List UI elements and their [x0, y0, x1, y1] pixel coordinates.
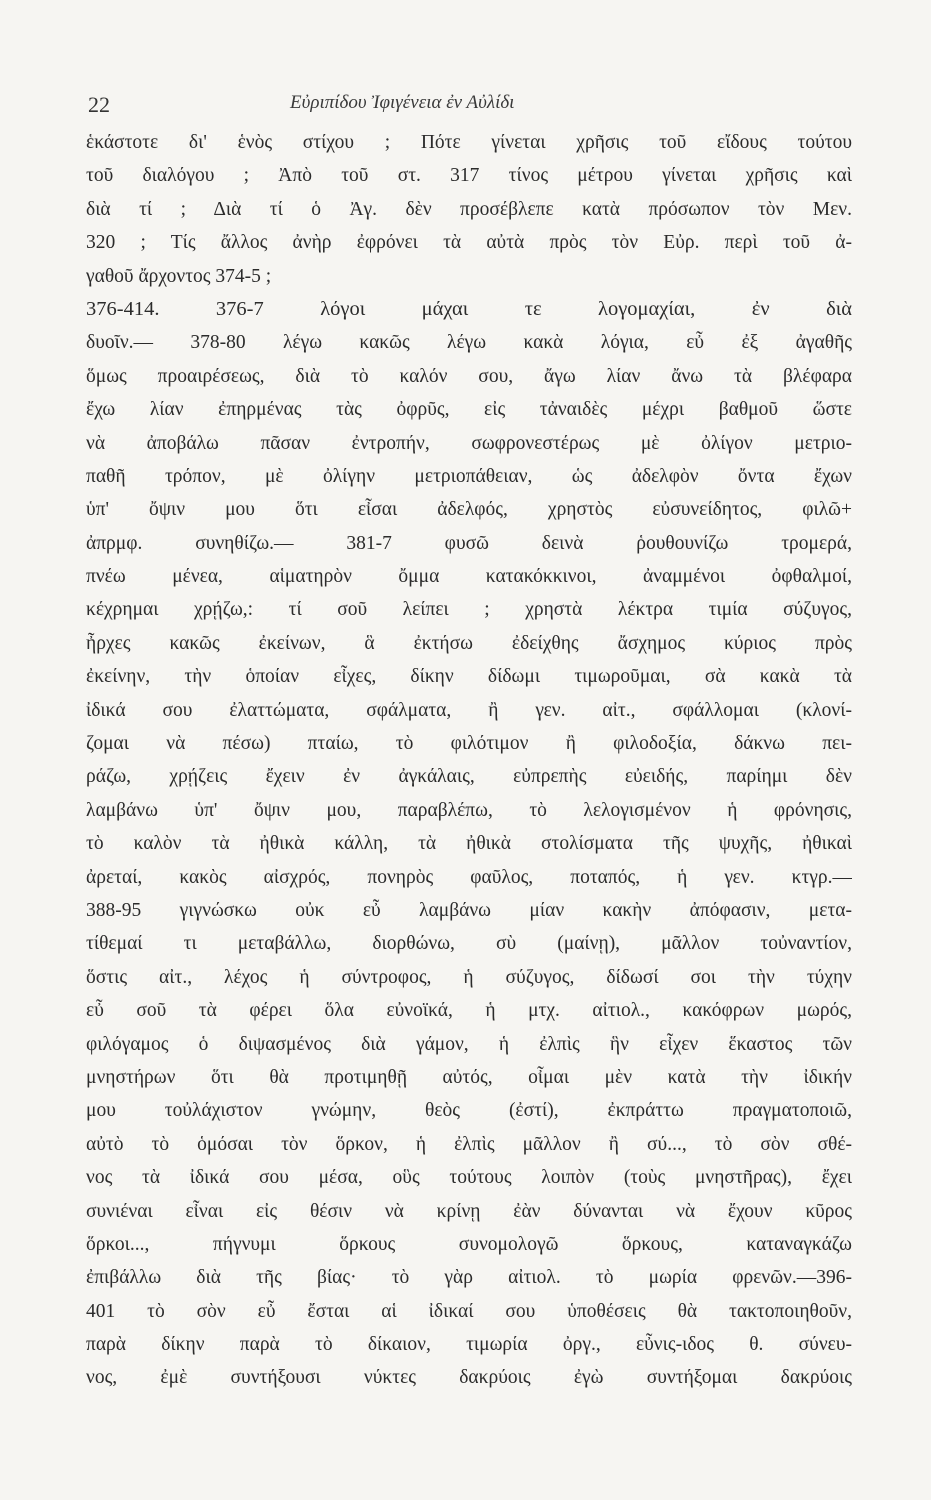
text-line: παθῆ τρόπον, μὲ ὀλίγην μετριοπάθειαν, ὡς ἀδελφὸν ὄντα ἔχων: [86, 465, 852, 487]
page-number: 22: [88, 92, 110, 117]
text-line: ἰδικά σου ἐλαττώματα, σφάλματα, ἢ γεν. αἰτ., σφάλλομαι (κλονί-: [86, 699, 852, 721]
text-line: φιλόγαμος ὁ διψασμένος διὰ γάμον, ἡ ἐλπὶς ἣν εἶχεν ἕκαστος τῶν: [86, 1033, 852, 1055]
text-line: ὅστις αἰτ., λέχος ἡ σύντροφος, ἡ σύζυγος, δίδωσί σοι τὴν τύχην: [86, 966, 852, 988]
text-line: μου τοὐλάχιστον γνώμην, θεὸς (ἐστί), ἐκπράττω πραγματοποιῶ,: [86, 1100, 852, 1122]
text-line: αὐτὸ τὸ ὁμόσαι τὸν ὅρκον, ἡ ἐλπὶς μᾶλλον ἢ σύ..., τὸ σὸν σθέ-: [86, 1133, 852, 1155]
text-line: λαμβάνω ὑπ' ὄψιν μου, παραβλέπω, τὸ λελογισμένον ἡ φρόνησις,: [86, 799, 852, 821]
text-line: ζομαι νὰ πέσω) πταίω, τὸ φιλότιμον ἢ φιλοδοξία, δάκνω πει-: [86, 733, 852, 755]
text-line: ἐκείνην, τὴν ὁποίαν εἶχες, δίκην δίδωμι τιμωροῦμαι, σὰ κακὰ τὰ: [86, 666, 852, 688]
text-line: ἔχω λίαν ἐπηρμένας τὰς ὀφρῦς, εἰς τἀναιδὲς μέχρι βαθμοῦ ὥστε: [86, 399, 852, 421]
text-line: ράζω, χρῄζεις ἔχειν ἐν ἀγκάλαις, εὐπρεπὴς εὐειδής, παρίημι δὲν: [86, 766, 852, 788]
text-line: νος, ἐμὲ συντήξουσι νύκτες δακρύοις ἐγὼ συντήξομαι δακρύοις: [86, 1367, 852, 1389]
page-header: [88, 92, 848, 122]
text-line: παρὰ δίκην παρὰ τὸ δίκαιον, τιμωρία ὀργ., εὖνις-ιδος θ. σύνευ-: [86, 1334, 852, 1356]
text-line: εὖ σοῦ τὰ φέρει ὅλα εὐνοϊκά, ἡ μτχ. αἰτιολ., κακόφρων μωρός,: [86, 1000, 852, 1022]
text-line: ὅμως προαιρέσεως, διὰ τὸ καλόν σου, ἄγω λίαν ἄνω τὰ βλέφαρα: [86, 365, 852, 387]
text-line: τὸ καλὸν τὰ ἠθικὰ κάλλη, τὰ ἠθικὰ στολίσματα τῆς ψυχῆς, ἠθικαὶ: [86, 833, 852, 855]
text-line: κέχρημαι χρῄζω,: τί σοῦ λείπει ; χρηστὰ λέκτρα τιμία σύζυγος,: [86, 599, 852, 621]
text-line: ἑκάστοτε δι' ἑνὸς στίχου ; Πότε γίνεται χρῆσις τοῦ εἴδους τούτου: [86, 132, 852, 153]
text-line: τοῦ διαλόγου ; Ἀπὸ τοῦ στ. 317 τίνος μέτρου γίνεται χρῆσις καὶ: [86, 165, 852, 187]
text-line: μνηστήρων ὅτι θὰ προτιμηθῇ αὐτός, οἶμαι μὲν κατὰ τὴν ἰδικήν: [86, 1066, 852, 1088]
text-line: ἐπιβάλλω διὰ τῆς βίας· τὸ γὰρ αἰτιολ. τὸ μωρία φρενῶν.—396-: [86, 1267, 852, 1289]
text-line: 320 ; Τίς ἄλλος ἀνὴρ ἐφρόνει τὰ αὐτὰ πρὸς τὸν Εὐρ. περὶ τοῦ ἀ-: [86, 232, 852, 254]
section-heading-line: 376-414. 376-7 λόγοι μάχαι τε λογομαχίαι, ἐν διὰ: [86, 297, 852, 320]
text-line: γαθοῦ ἄρχοντος 374-5 ;: [86, 265, 272, 287]
text-line: ὅρκοι..., πήγνυμι ὅρκους συνομολογῶ ὅρκους, καταναγκάζω: [86, 1233, 852, 1255]
text-line: τίθεμαί τι μεταβάλλω, διορθώνω, σὺ (μαίνῃ), μᾶλλον τοὐναντίον,: [86, 933, 852, 955]
text-line: ἦρχες κακῶς ἐκείνων, ἃ ἐκτήσω ἐδείχθης ἄσχημος κύριος πρὸς: [86, 632, 852, 654]
text-line: ἀπρμφ. συνηθίζω.— 381-7 φυσῶ δεινὰ ῥουθουνίζω τρομερά,: [86, 532, 852, 554]
text-line: ἀρεταί, κακὸς αἰσχρός, πονηρὸς φαῦλος, ποταπός, ἡ γεν. κτγρ.—: [86, 866, 852, 888]
text-line: ὑπ' ὄψιν μου ὅτι εἶσαι ἀδελφός, χρηστὸς εὐσυνείδητος, φιλῶ+: [86, 499, 852, 521]
commentary-text: [86, 126, 852, 1395]
text-line: νὰ ἀποβάλω πᾶσαν ἐντροπήν, σωφρονεστέρως μὲ ὀλίγον μετριο-: [86, 432, 852, 454]
text-line: 388-95 γιγνώσκω οὐκ εὖ λαμβάνω μίαν κακὴν ἀπόφασιν, μετα-: [86, 899, 852, 921]
text-line: νος τὰ ἰδικά σου μέσα, οὓς τούτους λοιπὸν (τοὺς μνηστῆρας), ἔχει: [86, 1167, 852, 1189]
text-line: συνιέναι εἶναι εἰς θέσιν νὰ κρίνῃ ἐὰν δύνανται νὰ ἔχουν κῦρος: [86, 1200, 852, 1222]
text-line: διὰ τί ; Διὰ τί ὁ Ἀγ. δὲν προσέβλεπε κατὰ πρόσωπον τὸν Μεν.: [86, 198, 852, 220]
text-line: δυοῖν.— 378-80 λέγω κακῶς λέγω κακὰ λόγια, εὖ ἐξ ἀγαθῆς: [86, 332, 852, 354]
text-line: πνέω μένεα, αἱματηρὸν ὄμμα κατακόκκινοι, ἀναμμένοι ὀφθαλμοί,: [86, 566, 852, 588]
running-title: Εὐριπίδου Ἰφιγένεια ἐν Αὐλίδι: [290, 92, 515, 113]
text-line: 401 τὸ σὸν εὖ ἔσται αἱ ἰδικαί σου ὑποθέσεις θὰ τακτοποιηθοῦν,: [86, 1300, 852, 1322]
